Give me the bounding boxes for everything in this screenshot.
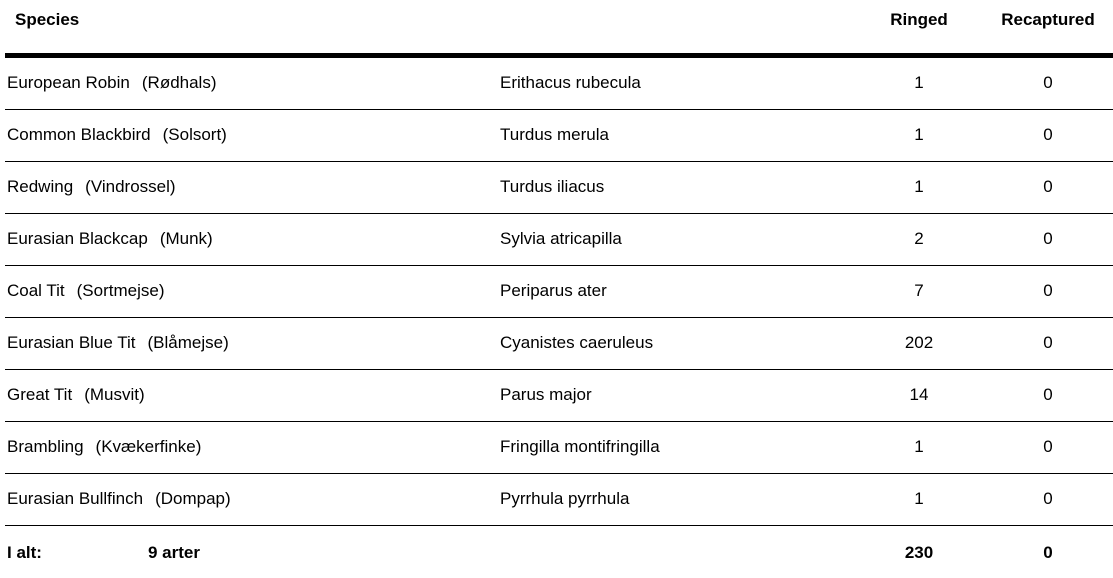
table-row xyxy=(5,214,1113,266)
ringed-count: 1 xyxy=(914,177,924,196)
common-name-cell xyxy=(7,177,176,197)
common-name-cell xyxy=(7,281,165,301)
total-species-count: 9 arter xyxy=(148,543,200,562)
header-species: Species xyxy=(15,10,80,29)
recaptured-count: 0 xyxy=(1043,437,1053,456)
latin-name: Turdus merula xyxy=(500,125,609,144)
ringed-count: 7 xyxy=(914,281,924,300)
danish-name: (Rødhals) xyxy=(141,73,217,92)
latin-name: Cyanistes caeruleus xyxy=(500,333,654,352)
table-row xyxy=(5,318,1113,370)
total-recaptured: 0 xyxy=(1043,543,1053,562)
common-name-cell xyxy=(7,333,229,353)
danish-name: (Kvækerfinke) xyxy=(95,437,202,456)
danish-name: (Munk) xyxy=(159,229,213,248)
recaptured-count: 0 xyxy=(1043,73,1053,92)
recaptured-count: 0 xyxy=(1043,229,1053,248)
table-body xyxy=(0,58,1113,526)
ringed-count: 14 xyxy=(909,385,929,404)
table-row xyxy=(5,422,1113,474)
common-name-cell xyxy=(7,437,201,457)
latin-name: Pyrrhula pyrrhula xyxy=(500,489,630,508)
danish-name: (Dompap) xyxy=(155,489,231,508)
danish-name: (Solsort) xyxy=(162,125,227,144)
recaptured-count: 0 xyxy=(1043,125,1053,144)
header-ringed: Ringed xyxy=(890,10,948,29)
recaptured-count: 0 xyxy=(1043,281,1053,300)
header-recaptured: Recaptured xyxy=(1001,10,1095,29)
recaptured-count: 0 xyxy=(1043,177,1053,196)
latin-name: Erithacus rubecula xyxy=(500,73,641,92)
common-name: Eurasian Bullfinch xyxy=(7,489,144,508)
latin-name: Sylvia atricapilla xyxy=(500,229,622,248)
ringed-count: 1 xyxy=(914,73,924,92)
danish-name: (Vindrossel) xyxy=(85,177,176,196)
latin-name: Periparus ater xyxy=(500,281,607,300)
ringed-count: 202 xyxy=(904,333,934,352)
ringed-count: 1 xyxy=(914,125,924,144)
latin-name: Fringilla montifringilla xyxy=(500,437,660,456)
common-name: Redwing xyxy=(7,177,74,196)
common-name-cell xyxy=(7,489,231,509)
common-name-cell xyxy=(7,385,145,405)
recaptured-count: 0 xyxy=(1043,385,1053,404)
danish-name: (Sortmejse) xyxy=(76,281,165,300)
total-ringed: 230 xyxy=(904,543,934,562)
common-name: European Robin xyxy=(7,73,130,92)
ringed-count: 1 xyxy=(914,437,924,456)
common-name: Eurasian Blue Tit xyxy=(7,333,136,352)
common-name: Great Tit xyxy=(7,385,73,404)
total-row xyxy=(5,532,1113,576)
table-row xyxy=(5,110,1113,162)
ringed-count: 2 xyxy=(914,229,924,248)
common-name-cell xyxy=(7,73,217,93)
total-label: I alt: xyxy=(7,543,42,562)
common-name: Common Blackbird xyxy=(7,125,151,144)
common-name-cell xyxy=(7,125,227,145)
recaptured-count: 0 xyxy=(1043,333,1053,352)
danish-name: (Musvit) xyxy=(84,385,145,404)
latin-name: Parus major xyxy=(500,385,592,404)
common-name-cell xyxy=(7,229,213,249)
ringed-count: 1 xyxy=(914,489,924,508)
common-name: Coal Tit xyxy=(7,281,65,300)
recaptured-count: 0 xyxy=(1043,489,1053,508)
table-row xyxy=(5,162,1113,214)
table-row xyxy=(5,58,1113,110)
common-name: Eurasian Blackcap xyxy=(7,229,148,248)
table-row xyxy=(5,474,1113,526)
table-row xyxy=(5,370,1113,422)
latin-name: Turdus iliacus xyxy=(500,177,605,196)
table-header xyxy=(0,0,1113,54)
common-name: Brambling xyxy=(7,437,84,456)
table-row xyxy=(5,266,1113,318)
danish-name: (Blåmejse) xyxy=(147,333,229,352)
